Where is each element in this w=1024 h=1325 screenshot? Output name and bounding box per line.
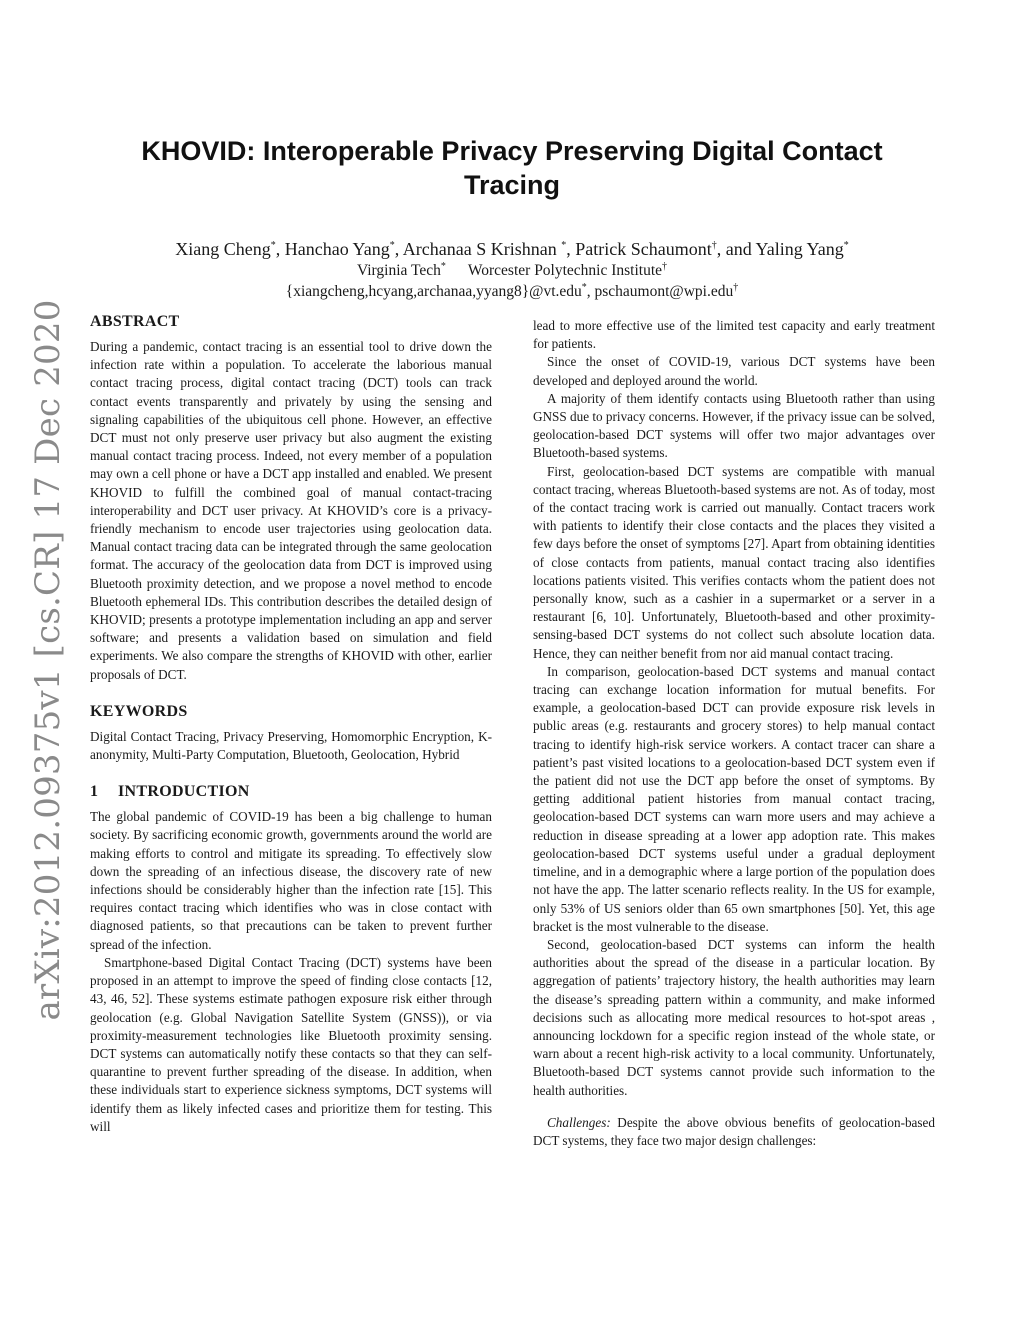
email-wpi: pschaumont@wpi.edu	[594, 283, 734, 300]
keywords-text: Digital Contact Tracing, Privacy Preserving, Homomorphic Encryption, K-anonymity, Multi-Party Computation, Bluetooth, Geolocation, Hybrid	[90, 728, 492, 763]
abstract-text: During a pandemic, contact tracing is an essential tool to drive down the infection rate within a population. To accelerate the laborious manual contact tracing process, digital contact tracing (DCT) tools can track contact events transparently and privately by using the sensing and signaling capabilities of the ubiquitous cell phone. However, an effective DCT must not only preserve user privacy but also augment the existing manual contact tracing process. Indeed, not every member of a population may own a cell phone or have a DCT app installed and enabled. We present KHOVID to fulfill the combined goal of manual contact-tracing interoperability and DCT user privacy. At KHOVID’s core is a privacy-friendly mechanism to encode user trajectories using geolocation data. Manual contact tracing data can be integrated through the same geolocation format. The accuracy of the geolocation data from DCT is improved using Bluetooth proximity detection, and we propose a novel method to encode Bluetooth ephemeral IDs. This contribution describes the detailed design of KHOVID; presents a prototype implementation including an app and server software; and presents a validation based on simulation and field experiments. We also compare the strengths of KHOVID with other, earlier proposals of DCT.	[90, 339, 492, 682]
email-separator: ,	[586, 283, 595, 300]
author-name: Xiang Cheng	[175, 239, 271, 259]
arxiv-identifier-stamp: arXiv:2012.09375v1 [cs.CR] 17 Dec 2020	[28, 299, 68, 1021]
right-paragraph-5: In comparison, geolocation-based DCT systems and manual contact tracing can exchange location information for mutual benefits. For example, a geolocation-based DCT can provide exposure risk levels in public areas (e.g. restaurants and grocery stores) to help manual contact tracing to identify high-risk service workers. A contact tracer can share a patient’s past visited locations to a geolocation-based DCT system even if the patient did not use the DCT app before the onset of symptoms. By getting additional patient histories from manual contact tracing, geolocation-based DCT systems can warn more users and may achieve a reduction in disease spreading at a lower app adoption rate. This makes geolocation-based DCT systems useful under a gradual deployment timeline, and in a demographic where a large portion of the population does not have the app. The latter scenario reflects reality. In the US for example, only 53% of US seniors older than 65 own smartphones [50]. Yet, this age bracket is the most vulnerable to the disease.	[533, 663, 935, 934]
author-mark: *	[561, 240, 567, 251]
author-emails	[62, 282, 962, 302]
section-title: INTRODUCTION	[118, 783, 250, 801]
author-name: , and Yaling Yang	[716, 239, 844, 259]
author-mark: *	[270, 240, 276, 251]
paper-title	[112, 134, 912, 202]
abstract-heading: ABSTRACT	[90, 313, 180, 330]
title-line-2: Tracing	[463, 170, 561, 200]
right-paragraph-3: A majority of them identify contacts using Bluetooth rather than using GNSS due to privacy concerns. However, if the privacy issue can be solved, geolocation-based DCT systems will offer two major advantages over Bluetooth-based systems.	[533, 390, 935, 461]
affiliation-mark: †	[662, 260, 668, 272]
title-line-1: KHOVID: Interoperable Privacy Preserving Digital Contact	[141, 136, 883, 166]
affiliation-wpi: Worcester Polytechnic Institute	[467, 262, 663, 279]
author-mark: *	[843, 240, 849, 251]
email-vt: {xiangcheng,hcyang,archanaa,yyang8}@vt.edu	[285, 283, 582, 300]
affiliations	[62, 261, 962, 281]
keywords-heading: KEYWORDS	[90, 702, 188, 720]
email-mark: *	[581, 281, 587, 293]
intro-paragraph-1: The global pandemic of COVID-19 has been a big challenge to human society. By sacrificing economic growth, governments around the world are making efforts to control and mitigate its spreading. To effectively slow down the spreading of an infectious disease, the discovery rate of new infections should be considerably higher than the infection rate [15]. This requires contact tracing which identifies who was in close contact with diagnosed patients, so that precautions can be taken to prevent further spread of the infection.	[90, 809, 492, 952]
intro-paragraph-2: Smartphone-based Digital Contact Tracing (DCT) systems have been proposed in an attempt to improve the speed of finding close contacts [12, 43, 46, 52]. These systems estimate pathogen exposure risk either through geolocation (e.g. Global Navigation Satellite System (GNSS)), or via proximity-measurement technologies like Bluetooth proximity sensing. DCT systems can automatically notify these contacts so that they can self-quarantine to prevent further spreading of the disease. In addition, when these individuals start to experience sickness symptoms, DCT systems will identify them as likely infected cases and prioritize them for testing. This will	[90, 954, 492, 1134]
author-mark: *	[389, 240, 395, 251]
right-paragraph-6: Second, geolocation-based DCT systems can inform the health authorities about the spread of the disease in a particular location. By aggregation of patients’ trajectory history, the health authorities may learn the disease’s spreading pattern within a community, and make informed decisions such as allocating more medical resources to hot-spot areas , announcing lockdown for a specific region instead of the whole state, or warn about a recent high-risk activity to a local community. Unfortunately, Bluetooth-based DCT systems cannot provide such information to the health authorities.	[533, 936, 935, 1098]
email-mark: †	[733, 281, 739, 293]
author-list	[62, 238, 962, 260]
affiliation-mark: *	[440, 260, 446, 272]
introduction-heading	[90, 782, 492, 802]
challenges-paragraph	[533, 1114, 935, 1150]
author-name: , Hanchao Yang	[275, 239, 390, 259]
right-paragraph-4: First, geolocation-based DCT systems are compatible with manual contact tracing, whereas Bluetooth-based systems are not. As of today, most of the contact tracing work is carried out manually. Contact tracers work with patients to identify their close contacts and the places they visited a few days before the onset of symptoms [27]. Apart from obtaining identities of close contacts from patients, manual contact tracing also identifies locations patients visited. This verifies contacts whom the patient does not personally know, such as a cashier in a supermarket or a server in a restaurant [6, 10]. Unfortunately, Bluetooth-based and other proximity-sensing-based DCT systems do not collect such absolute location data. Hence, they can neither benefit from nor aid manual contact tracing.	[533, 463, 935, 661]
right-paragraph-2: Since the onset of COVID-19, various DCT systems have been developed and deployed around the world.	[533, 354, 935, 388]
section-number: 1	[90, 783, 99, 801]
right-paragraph-1: lead to more effective use of the limited test capacity and early treatment for patients.	[533, 318, 935, 352]
challenges-label: Challenges:	[547, 1114, 611, 1130]
author-mark: †	[711, 240, 717, 251]
left-column	[90, 312, 492, 1136]
right-column	[533, 317, 935, 1150]
affiliation-vt: Virginia Tech	[356, 262, 441, 279]
author-name: , Patrick Schaumont	[566, 239, 712, 259]
challenges-text: Despite the above obvious benefits of geolocation-based DCT systems, they face two major design challenges:	[533, 1114, 935, 1148]
author-name: , Archanaa S Krishnan	[394, 239, 562, 259]
